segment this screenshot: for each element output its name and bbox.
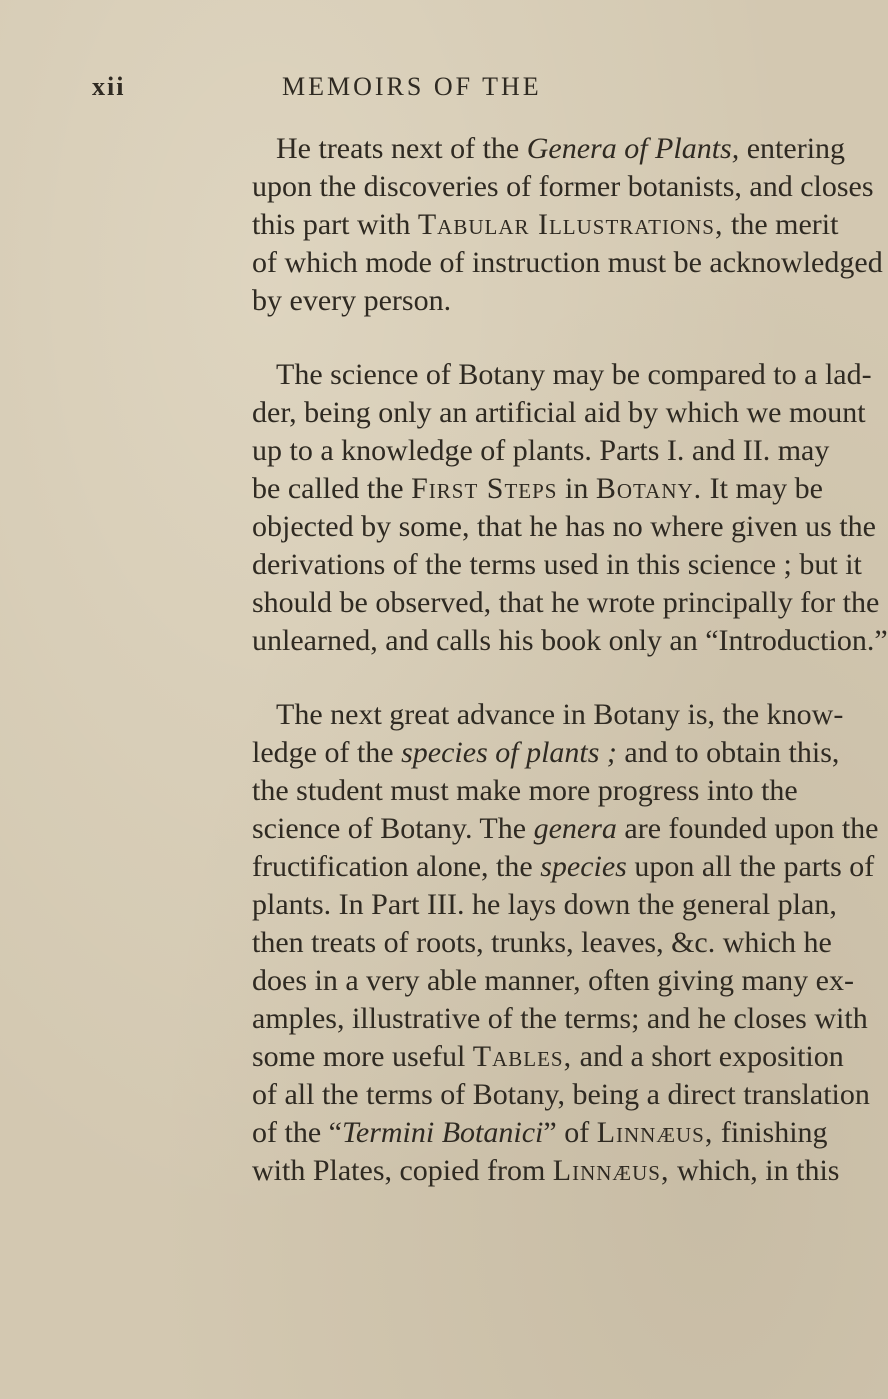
body-text	[252, 130, 888, 1190]
text-line	[252, 924, 832, 962]
running-title: MEMOIRS OF THE	[282, 72, 542, 101]
text-segment: ” of	[543, 1116, 597, 1149]
text-segment: which, in this	[669, 1154, 840, 1187]
text-segment: of all the terms of Botany, being a direct translation	[252, 1078, 870, 1111]
text-line	[252, 1152, 840, 1190]
text-line	[252, 1000, 868, 1038]
text-segment: der, being only an artificial aid by which we mount	[252, 396, 866, 429]
text-line	[252, 130, 846, 168]
text-line	[252, 546, 862, 584]
text-segment: does in a very able manner, often giving many ex-	[252, 964, 854, 997]
text-segment: of which mode of instruction must be acknowledged	[252, 246, 883, 279]
text-segment: fructification alone, the	[252, 850, 541, 883]
text-segment: should be observed, that he wrote principally for the	[252, 586, 880, 619]
text-line	[252, 432, 830, 470]
paragraph	[252, 130, 883, 320]
text-segment: species	[540, 850, 627, 883]
text-line	[252, 584, 880, 622]
text-segment: by every person.	[252, 284, 452, 317]
text-segment: The science of Botany may be compared to a lad-	[276, 358, 872, 391]
text-segment: entering	[739, 132, 846, 165]
text-line	[252, 394, 866, 432]
text-line	[252, 1038, 844, 1076]
text-segment: of the “	[252, 1116, 342, 1149]
text-line	[252, 772, 798, 810]
text-segment: this part with	[252, 208, 418, 241]
text-segment: Tabular Illustrations,	[417, 208, 724, 241]
text-line	[252, 508, 876, 546]
text-line	[252, 734, 840, 772]
text-segment: the merit	[723, 208, 839, 241]
text-segment: The next great advance in Botany is, the know-	[276, 698, 844, 731]
text-line	[252, 356, 872, 394]
text-segment: upon all the parts of	[626, 850, 875, 883]
text-segment: be called the	[252, 472, 412, 505]
text-segment: some more useful	[252, 1040, 473, 1073]
text-line	[252, 962, 854, 1000]
text-segment: upon the discoveries of former botanists, and closes	[252, 170, 874, 203]
text-line	[252, 244, 883, 282]
text-segment: and to obtain this,	[616, 736, 840, 769]
text-segment: then treats of roots, trunks, leaves, &c. which he	[252, 926, 832, 959]
running-head	[92, 72, 752, 112]
paragraph	[252, 696, 879, 1190]
text-line	[252, 886, 837, 924]
text-line	[252, 470, 823, 508]
text-segment: Tables,	[472, 1040, 573, 1073]
text-segment: First Steps	[411, 472, 558, 505]
text-line	[252, 168, 874, 206]
text-line	[252, 282, 742, 320]
text-segment: amples, illustrative of the terms; and he closes with	[252, 1002, 868, 1035]
text-segment: unlearned, and calls his book only an “Introduction.”	[252, 624, 888, 657]
text-segment: It may be	[702, 472, 823, 505]
text-segment: derivations of the terms used in this science ; but it	[252, 548, 862, 581]
page-number: xii	[92, 72, 126, 101]
paragraph-gap	[252, 660, 742, 696]
text-line	[252, 206, 839, 244]
paragraph	[252, 356, 888, 660]
text-segment: Botany.	[595, 472, 703, 505]
text-segment: Linnæus,	[596, 1116, 714, 1149]
text-segment: He treats next of the	[276, 132, 527, 165]
text-segment: objected by some, that he has no where given us the	[252, 510, 876, 543]
text-segment: Termini Botanici	[341, 1116, 544, 1149]
text-segment: plants. In Part III. he lays down the general plan,	[252, 888, 837, 921]
text-segment: science of Botany. The	[252, 812, 534, 845]
text-segment: ledge of the	[252, 736, 402, 769]
text-segment: species of plants ;	[401, 736, 617, 769]
text-line	[252, 1114, 828, 1152]
text-segment: Genera of Plants,	[526, 132, 740, 165]
text-line	[252, 1076, 870, 1114]
text-segment: Linnæus,	[552, 1154, 670, 1187]
text-segment: in	[557, 472, 596, 505]
text-line	[252, 848, 875, 886]
text-line	[252, 622, 888, 660]
text-segment: with Plates, copied from	[252, 1154, 553, 1187]
text-segment: are founded upon the	[616, 812, 879, 845]
text-line	[252, 810, 879, 848]
text-segment: genera	[533, 812, 617, 845]
text-segment: the student must make more progress into the	[252, 774, 798, 807]
paragraph-gap	[252, 320, 742, 356]
text-segment: up to a knowledge of plants. Parts I. and II. may	[252, 434, 830, 467]
text-line	[252, 696, 844, 734]
text-segment: finishing	[713, 1116, 828, 1149]
text-segment: and a short exposition	[572, 1040, 844, 1073]
